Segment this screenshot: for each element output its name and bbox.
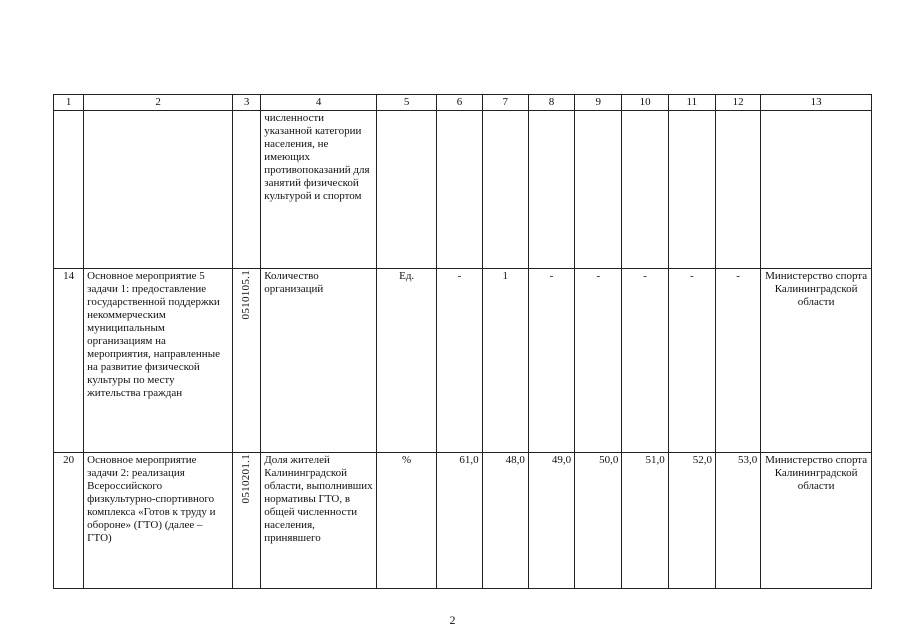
- indicator-table: [53, 94, 872, 589]
- value-2014: -: [437, 269, 482, 453]
- value-2020: -: [715, 269, 760, 453]
- value-2015: [482, 111, 528, 269]
- header-col-10: 10: [622, 95, 668, 111]
- value-2015: 1: [482, 269, 528, 453]
- budget-code: 0510105.1: [233, 269, 261, 453]
- header-col-12: 12: [715, 95, 760, 111]
- value-2018: 51,0: [622, 453, 668, 589]
- table-header-row: [54, 95, 872, 111]
- executor: Министерство спорта Калининградской области: [761, 269, 872, 453]
- value-2016: 49,0: [528, 453, 574, 589]
- value-2016: -: [528, 269, 574, 453]
- row-number: 14: [54, 269, 84, 453]
- header-col-7: 7: [482, 95, 528, 111]
- unit: Ед.: [376, 269, 436, 453]
- value-2019: 52,0: [668, 453, 715, 589]
- table-row: [54, 453, 872, 589]
- value-2015: 48,0: [482, 453, 528, 589]
- indicator-text: численности указанной категории населения, не имеющих противопоказаний для занятий физической культурой и спортом: [261, 111, 377, 269]
- header-col-6: 6: [437, 95, 482, 111]
- executor: [761, 111, 872, 269]
- value-2019: [668, 111, 715, 269]
- value-2014: 61,0: [437, 453, 482, 589]
- value-2017: 50,0: [575, 453, 622, 589]
- value-2017: -: [575, 269, 622, 453]
- event-description: Основное мероприятие задачи 2: реализация Всероссийского физкультурно-спортивного комплекса «Готов к труду и обороне» (ГТО) (далее – ГТО): [84, 453, 233, 589]
- indicator-text: Количество организаций: [261, 269, 377, 453]
- value-2016: [528, 111, 574, 269]
- budget-code: 0510201.1: [233, 453, 261, 589]
- value-2014: [437, 111, 482, 269]
- header-col-13: 13: [761, 95, 872, 111]
- budget-code: [233, 111, 261, 269]
- event-description: Основное мероприятие 5 задачи 1: предоставление государственной поддержки некоммерческим муниципальным организациям на мероприятия, направленные на развитие физической культуры по месту жительства граждан: [84, 269, 233, 453]
- header-col-5: 5: [376, 95, 436, 111]
- value-2018: [622, 111, 668, 269]
- value-2019: -: [668, 269, 715, 453]
- header-col-1: 1: [54, 95, 84, 111]
- indicator-text: Доля жителей Калининградской области, выполнивших нормативы ГТО, в общей численности населения, принявшего: [261, 453, 377, 589]
- row-number: 20: [54, 453, 84, 589]
- unit: [376, 111, 436, 269]
- event-description: [84, 111, 233, 269]
- table-row: [54, 111, 872, 269]
- header-col-3: 3: [233, 95, 261, 111]
- value-2020: 53,0: [715, 453, 760, 589]
- unit: %: [376, 453, 436, 589]
- header-col-9: 9: [575, 95, 622, 111]
- executor: Министерство спорта Калининградской области: [761, 453, 872, 589]
- header-col-2: 2: [84, 95, 233, 111]
- header-col-4: 4: [261, 95, 377, 111]
- value-2018: -: [622, 269, 668, 453]
- header-col-8: 8: [528, 95, 574, 111]
- value-2017: [575, 111, 622, 269]
- page-number: 2: [449, 613, 456, 627]
- value-2020: [715, 111, 760, 269]
- table-row: [54, 269, 872, 453]
- header-col-11: 11: [668, 95, 715, 111]
- row-number: [54, 111, 84, 269]
